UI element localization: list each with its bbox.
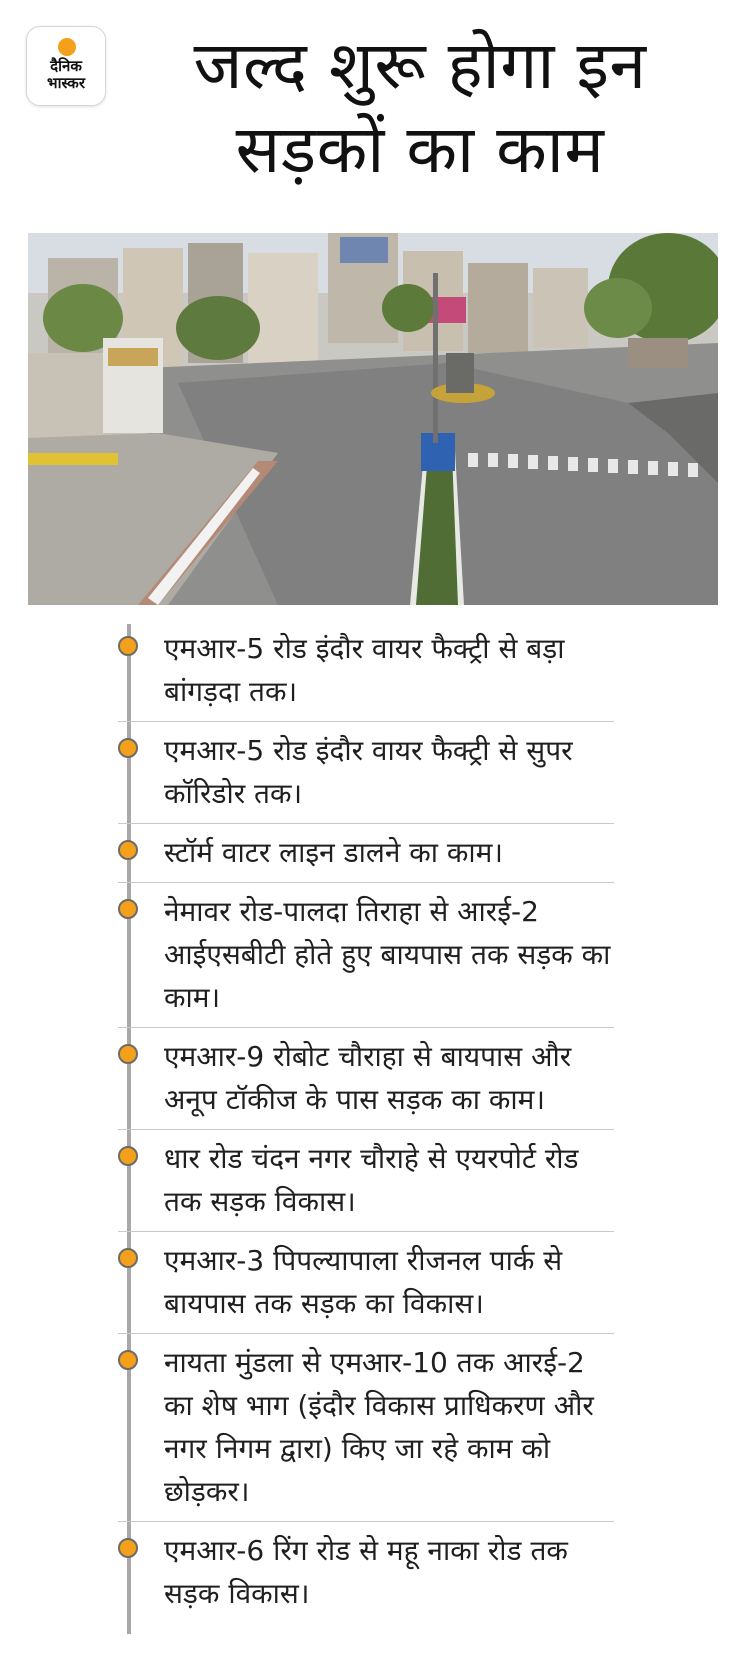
- list-item: [118, 1028, 614, 1130]
- dainik-bhaskar-logo: [26, 26, 106, 106]
- list-item-text: एमआर-9 रोबोट चौराहा से बायपास और अनूप टॉकीज के पास सड़क का काम।: [164, 1040, 572, 1116]
- list-item-text: नायता मुंडला से एमआर-10 तक आरई-2 का शेष भाग (इंदौर विकास प्राधिकरण और नगर निगम द्वारा) किए जा रहे काम को छोड़कर।: [164, 1346, 594, 1508]
- list-item-text: एमआर-5 रोड इंदौर वायर फैक्ट्री से बड़ा बांगड़दा तक।: [164, 632, 565, 708]
- list-item: [118, 1130, 614, 1232]
- bullet-icon: [118, 636, 138, 656]
- list-item: [118, 620, 614, 722]
- logo-text: [27, 58, 105, 92]
- bullet-icon: [118, 1350, 138, 1370]
- bullet-icon: [118, 738, 138, 758]
- empty-road-photo: [28, 233, 718, 605]
- list-item: [118, 1334, 614, 1522]
- list-item-text: एमआर-5 रोड इंदौर वायर फैक्ट्री से सुपर कॉरिडोर तक।: [164, 734, 573, 810]
- list-item-text: धार रोड चंदन नगर चौराहे से एयरपोर्ट रोड तक सड़क विकास।: [164, 1142, 579, 1218]
- bullet-icon: [118, 840, 138, 860]
- list-item-text: नेमावर रोड-पालदा तिराहा से आरई-2 आईएसबीटी होते हुए बायपास तक सड़क का काम।: [164, 895, 611, 1014]
- bullet-icon: [118, 899, 138, 919]
- page-title: जल्द शुरू होगा इन सड़कों का काम: [193, 27, 647, 188]
- bullet-icon: [118, 1146, 138, 1166]
- list-item-text: स्टॉर्म वाटर लाइन डालने का काम।: [164, 836, 504, 869]
- bullet-icon: [118, 1044, 138, 1064]
- list-item: [118, 1522, 614, 1623]
- logo-line-1: दैनिक: [50, 57, 82, 75]
- list-item: [118, 824, 614, 883]
- logo-sun-icon: [58, 38, 76, 56]
- list-item-text: एमआर-6 रिंग रोड से महू नाका रोड तक सड़क विकास।: [164, 1534, 568, 1610]
- list-item: [118, 883, 614, 1028]
- list-item-text: एमआर-3 पिपल्यापाला रीजनल पार्क से बायपास तक सड़क का विकास।: [164, 1244, 563, 1320]
- list-item: [118, 722, 614, 824]
- bullet-icon: [118, 1248, 138, 1268]
- logo-line-2: भास्कर: [47, 74, 85, 92]
- road-works-list: [118, 620, 614, 1623]
- list-item: [118, 1232, 614, 1334]
- bullet-icon: [118, 1538, 138, 1558]
